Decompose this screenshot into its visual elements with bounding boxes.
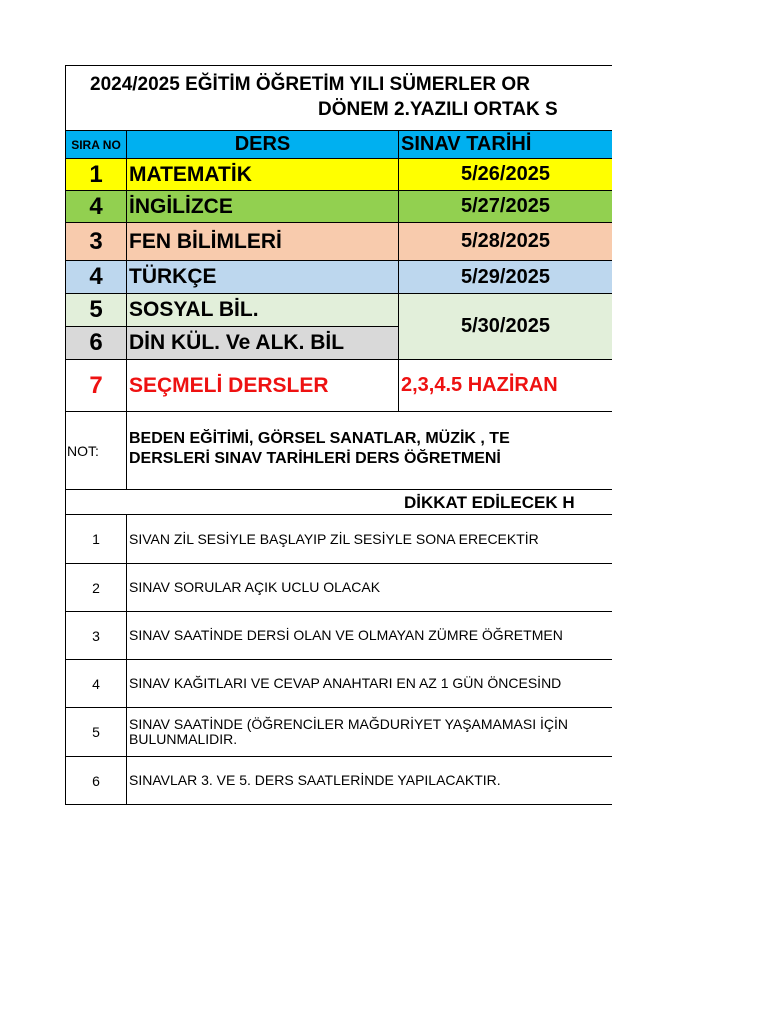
rule-text: SINAV KAĞITLARI VE CEVAP ANAHTARI EN AZ 1 GÜN ÖNCESİND xyxy=(129,675,562,691)
note-label: NOT: xyxy=(65,412,127,489)
rule-text: SINAV SORULAR AÇIK UCLU OLACAK xyxy=(129,579,381,595)
row-date-text: 2,3,4.5 HAZİRAN xyxy=(401,374,558,396)
rule-row xyxy=(65,659,612,707)
rule-row xyxy=(65,756,612,805)
row-date-text: 5/28/2025 xyxy=(461,230,550,252)
row-ders: İNGİLİZCE xyxy=(127,191,399,222)
row-date xyxy=(399,360,612,411)
row-date xyxy=(399,223,612,260)
rule-number: 1 xyxy=(65,515,127,563)
rule-text: SINAVLAR 3. VE 5. DERS SAATLERİNDE YAPILACAKTIR. xyxy=(129,772,501,788)
rule-number: 4 xyxy=(65,660,127,707)
header-sinav-tarihi: SINAV TARİHİ xyxy=(401,133,532,155)
rule-text-cell xyxy=(127,612,612,659)
row-number: 3 xyxy=(65,223,127,260)
row-date xyxy=(399,191,612,222)
rule-text-cell xyxy=(127,757,612,804)
table-row-secmeli xyxy=(65,359,612,411)
note-text xyxy=(127,412,612,489)
rule-row xyxy=(65,514,612,563)
rule-text: SINAV SAATİNDE DERSİ OLAN VE OLMAYAN ZÜMRE ÖĞRETMEN xyxy=(129,627,563,643)
row-date-text: 5/27/2025 xyxy=(461,195,550,217)
table-row-turkce xyxy=(65,260,612,293)
rule-row xyxy=(65,707,612,756)
rule-text-cell xyxy=(127,660,612,707)
row-date xyxy=(399,261,612,293)
note-line-2: DERSLERİ SINAV TARİHLERİ DERS ÖĞRETMENİ xyxy=(129,450,501,467)
rule-number: 6 xyxy=(65,757,127,804)
row-ders: SOSYAL BİL. xyxy=(127,294,399,326)
row-number: 4 xyxy=(65,191,127,222)
table-row-fen xyxy=(65,222,612,260)
header-ders: DERS xyxy=(127,131,399,158)
table-row-ingilizce xyxy=(65,190,612,222)
dikkat-heading: DİKKAT EDİLECEK H xyxy=(404,493,575,512)
merged-date-text: 5/30/2025 xyxy=(461,315,550,337)
header-sira-no: SIRA NO xyxy=(65,131,127,158)
rule-text-cell xyxy=(127,515,612,563)
row-date-text: 5/29/2025 xyxy=(461,265,550,288)
note-row xyxy=(65,411,612,489)
row-ders: FEN BİLİMLERİ xyxy=(127,223,399,260)
row-number: 1 xyxy=(65,159,127,190)
row-ders: TÜRKÇE xyxy=(127,261,399,293)
rule-text-cell xyxy=(127,564,612,611)
merged-date-cell xyxy=(399,293,612,359)
rule-number: 5 xyxy=(65,708,127,756)
row-ders: SEÇMELİ DERSLER xyxy=(127,360,399,411)
rule-text-cell xyxy=(127,708,612,756)
row-number: 6 xyxy=(65,327,127,359)
spreadsheet xyxy=(65,65,612,805)
title-line-2: DÖNEM 2.YAZILI ORTAK S xyxy=(318,99,558,120)
dikkat-heading-row xyxy=(65,489,612,515)
table-row-matematik xyxy=(65,158,612,190)
row-number: 5 xyxy=(65,294,127,326)
row-number: 4 xyxy=(65,261,127,293)
sheet-title xyxy=(65,65,612,131)
row-date xyxy=(399,159,612,190)
row-number: 7 xyxy=(65,360,127,411)
note-line-1: BEDEN EĞİTİMİ, GÖRSEL SANATLAR, MÜZİK , TE xyxy=(129,430,510,447)
title-line-1: 2024/2025 EĞİTİM ÖĞRETİM YILI SÜMERLER OR xyxy=(90,74,530,95)
row-ders: MATEMATİK xyxy=(127,159,399,190)
rule-row xyxy=(65,611,612,659)
table-header-row xyxy=(65,130,612,158)
rule-text: SINAV SAATİNDE (ÖĞRENCİLER MAĞDURİYET YAŞAMAMASI İÇİN BULUNMALIDIR. xyxy=(129,716,569,747)
rule-text: SIVAN ZİL SESİYLE BAŞLAYIP ZİL SESİYLE SONA ERECEKTİR xyxy=(129,530,539,547)
row-ders: DİN KÜL. Ve ALK. BİL xyxy=(127,327,399,359)
rule-number: 2 xyxy=(65,564,127,611)
rule-row xyxy=(65,563,612,611)
rule-number: 3 xyxy=(65,612,127,659)
row-date-text: 5/26/2025 xyxy=(461,163,550,185)
